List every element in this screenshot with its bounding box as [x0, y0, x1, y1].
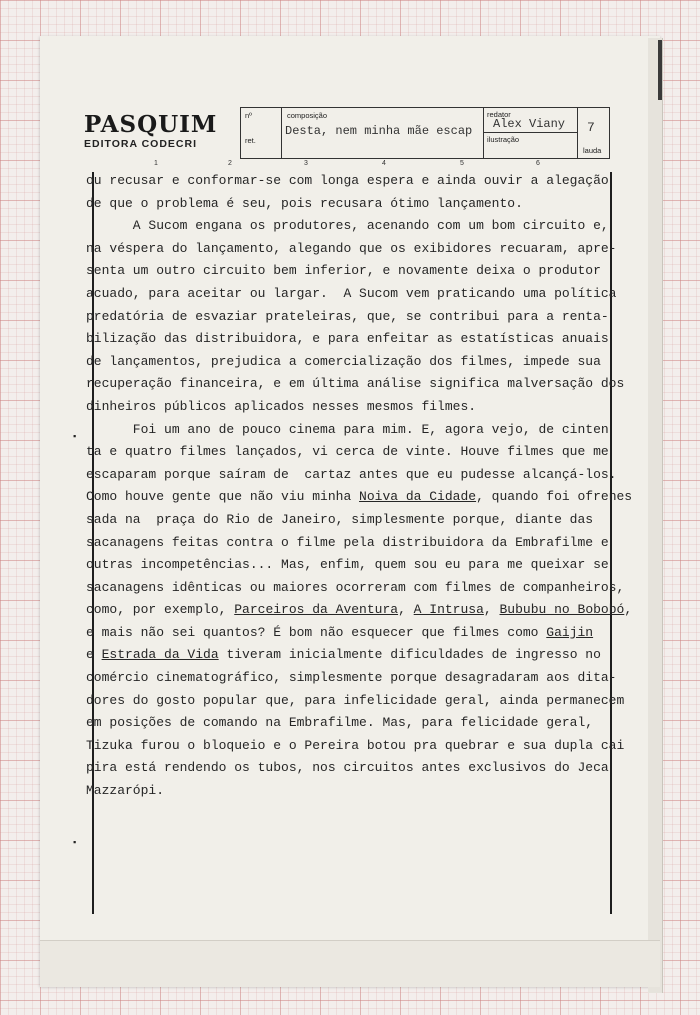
text-line: sacanagens idênticas ou maiores ocorreram com filmes de companheiros,	[86, 579, 625, 595]
underlined-film-title: Bububu no Bobobó	[499, 602, 625, 618]
composicao-label: composição	[287, 111, 328, 120]
text-line: e Estrada da Vida tiveram inicialmente dificuldades de ingresso no	[86, 647, 601, 663]
underlined-film-title: Estrada da Vida	[101, 647, 219, 663]
text-line: Como houve gente que não viu minha Noiva da Cidade, quando foi ofrenes	[86, 489, 633, 505]
ruler-mark-2: 2	[228, 160, 232, 167]
underlined-film-title: A Intrusa	[413, 602, 484, 618]
text-line: Mazzarópi.	[86, 783, 165, 799]
paper-edge-shadow	[658, 40, 662, 100]
logo-brand: PASQUIM	[84, 111, 218, 138]
text-line: pira está rendendo os tubos, nos circuitos antes exclusivos do Jeca	[86, 760, 609, 776]
text-line: em posições de comando na Embrafilme. Mas, para felicidade geral,	[86, 715, 594, 731]
ruler-mark-3: 3	[304, 160, 308, 167]
lauda-number: 7	[587, 120, 595, 135]
composicao-cell	[281, 108, 484, 158]
paper-edge-bottom	[40, 940, 660, 987]
underlined-film-title: Parceiros da Aventura	[234, 602, 399, 618]
no-label: nº	[245, 111, 252, 120]
underlined-film-title: Noiva da Cidade	[359, 489, 477, 505]
text-line: Tizuka furou o bloqueio e o Pereira botou pra quebrar e sua dupla cai	[86, 737, 625, 753]
text-line: recuperação financeira, e em última análise significa malversação dos	[86, 376, 625, 392]
text-line: sada na praça do Rio de Janeiro, simplesmente porque, diante das	[86, 511, 594, 527]
redator-value: Alex Viany	[493, 117, 566, 131]
text-line: A Sucom engana os produtores, acenando com um bom circuito e,	[86, 218, 609, 234]
composicao-value: Desta, nem minha mãe escap	[285, 124, 473, 138]
text-line: outras incompetências... Mas, enfim, quem sou eu para me queixar se	[86, 557, 609, 573]
redator-cell	[483, 108, 578, 158]
margin-dot: ▪	[72, 432, 78, 442]
number-cell	[241, 108, 282, 158]
ruler-mark-4: 4	[382, 160, 386, 167]
lauda-label: lauda	[583, 146, 602, 155]
text-line: bilização das distribuidora, e para enfeitar as estatísticas anuais	[86, 331, 609, 347]
text-line: dores do gosto popular que, para infelicidade geral, ainda permanecem	[86, 692, 625, 708]
text-line: Foi um ano de pouco cinema para mim. E, agora vejo, de cinten	[86, 421, 609, 437]
text-line: como, por exemplo, Parceiros da Aventura, A Intrusa, Bububu no Bobobó	[86, 602, 625, 618]
paper-edge-right	[648, 38, 663, 993]
redator-label: redator	[487, 110, 511, 119]
ret-label: ret.	[245, 136, 256, 145]
text-line: ou recusar e conformar-se com longa espera e ainda ouvir a alegação	[86, 173, 609, 188]
form-header-box	[240, 107, 610, 159]
lauda-cell	[577, 108, 609, 158]
ruler-mark-5: 5	[460, 160, 464, 167]
text-line: de lançamentos, prejudica a comercialização dos filmes, impede sua	[86, 353, 601, 369]
ruler-mark-6: 6	[536, 160, 540, 167]
body-text	[86, 170, 633, 803]
text-line: dinheiros públicos aplicados nesses mesmos filmes.	[86, 398, 477, 414]
text-line: ta e quatro filmes lançados, vi cerca de vinte. Houve filmes que me	[86, 444, 609, 460]
text-line: senta um outro circuito bem inferior, e novamente deixa o produtor	[86, 263, 601, 279]
text-line: sacanagens feitas contra o filme pela distribuidora da Embrafilme e	[86, 534, 609, 550]
ilustracao-label: ilustração	[487, 135, 520, 144]
text-line: comércio cinematográfico, simplesmente porque desagradaram aos dita-	[86, 670, 617, 686]
text-line: predatória de esvaziar prateleiras, que, se contribui para a renta-	[86, 308, 609, 324]
text-line: e mais não sei quantos? É bom não esquecer que filmes como Gaijin	[86, 624, 594, 640]
underlined-film-title: Gaijin	[546, 624, 594, 640]
text-line: de que o problema é seu, pois recusara ótimo lançamento.	[86, 195, 523, 211]
pasquim-logo	[84, 113, 224, 150]
ruler-mark-1: 1	[154, 160, 158, 167]
text-line: acuado, para aceitar ou largar. A Sucom vem praticando uma política	[86, 285, 617, 301]
text-line: na véspera do lançamento, alegando que os exibidores recuaram, apre-	[86, 240, 617, 256]
logo-publisher: EDITORA CODECRI	[84, 138, 198, 150]
margin-dot: ▪	[72, 838, 78, 848]
text-line: escaparam porque saíram de cartaz antes que eu pudesse alcançá-los.	[86, 466, 617, 482]
